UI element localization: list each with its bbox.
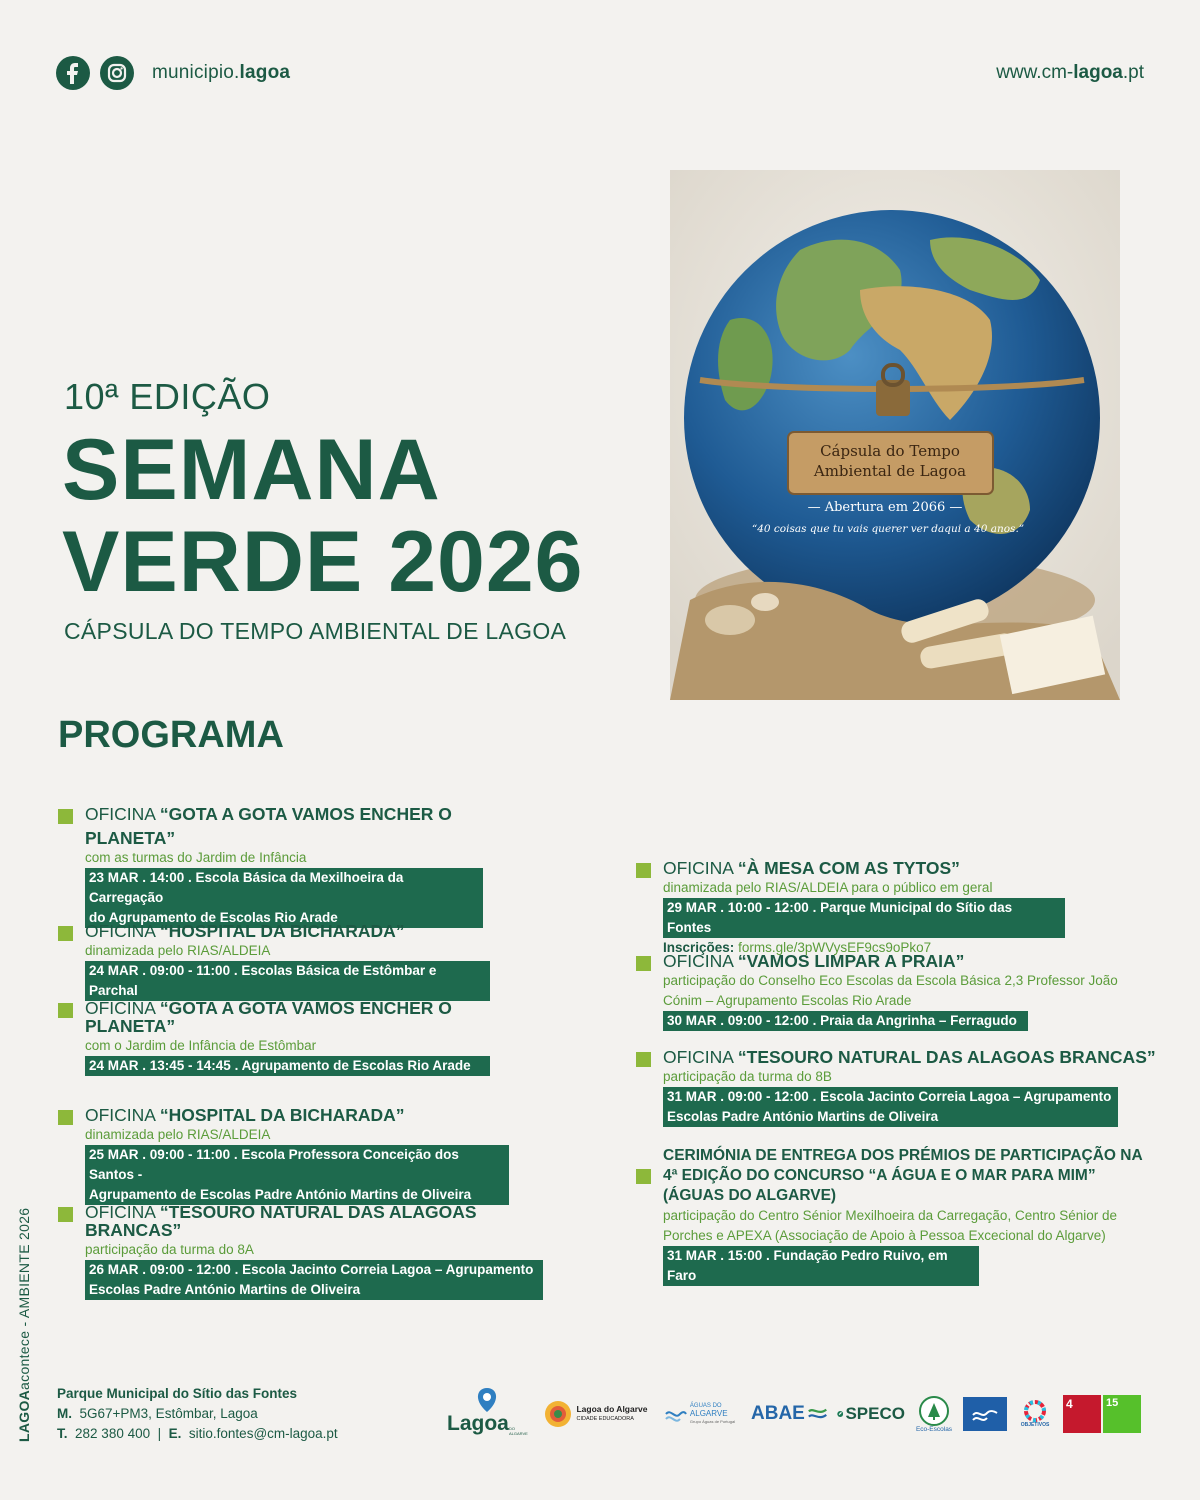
facebook-icon[interactable]	[56, 56, 90, 90]
social-handle[interactable]: municipio.lagoa	[152, 62, 291, 83]
event-title: OFICINA “À MESA COM AS TYTOS”	[663, 858, 960, 878]
event-title: BRANCAS”	[85, 1220, 182, 1240]
event-item	[58, 998, 490, 1076]
page-title	[62, 424, 584, 608]
event-title: (ÁGUAS DO ALGARVE)	[663, 1187, 837, 1204]
event-item	[636, 1047, 1156, 1127]
bullet-square-icon	[58, 926, 73, 941]
event-title: OFICINA “GOTA A GOTA VAMOS ENCHER O	[85, 804, 452, 824]
venue-phone-email: T. 282 380 400 | E. sitio.fontes@cm-lagoa.pt	[57, 1426, 338, 1441]
event-description: participação da turma do 8A	[85, 1242, 254, 1257]
event-title: OFICINA “VAMOS LIMPAR A PRAIA”	[663, 951, 965, 971]
bullet-square-icon	[636, 956, 651, 971]
event-item	[58, 1105, 509, 1205]
event-description: Porches e APEXA (Associação de Apoio à Pessoa Excecional do Algarve)	[663, 1228, 1106, 1243]
event-date-block	[85, 868, 483, 928]
event-description: com as turmas do Jardim de Infância	[85, 850, 307, 865]
blue-flag-logo	[963, 1397, 1007, 1431]
event-description: participação do Conselho Eco Escolas da Escola Básica 2,3 Professor João	[663, 973, 1118, 988]
edition-label: 10ª EDIÇÃO	[64, 376, 271, 417]
image-sign-line1: Cápsula do Tempo	[820, 442, 960, 460]
bullet-square-icon	[58, 1110, 73, 1125]
image-opening: — Abertura em 2066 —	[807, 500, 963, 515]
event-date: 24 MAR . 13:45 - 14:45 . Agrupamento de Escolas Rio Arade	[85, 1056, 490, 1076]
cidade-educadora-logo: Lagoa do Algarve CIDADE EDUCADORA	[543, 1396, 649, 1432]
event-title: CERIMÓNIA DE ENTREGA DOS PRÉMIOS DE PARTICIPAÇÃO NA	[663, 1147, 1143, 1164]
vertical-brand-label: LAGOAacontece - AMBIENTE 2026	[16, 1207, 32, 1442]
event-description: dinamizada pelo RIAS/ALDEIA	[85, 943, 271, 958]
event-description: participação do Centro Sénior Mexilhoeira da Carregação, Centro Sénior de	[663, 1208, 1118, 1223]
registration-line: Inscrições: forms.gle/3pWVysEF9cs9oPko7	[663, 940, 932, 955]
image-quote: “40 coisas que tu vais querer ver daqui a 40 anos.”	[751, 523, 1025, 535]
event-title: OFICINA “HOSPITAL DA BICHARADA”	[85, 921, 405, 941]
email-link[interactable]: sitio.fontes@cm-lagoa.pt	[188, 1426, 338, 1441]
registration-link[interactable]: forms.gle/3pWVysEF9cs9oPko7	[738, 940, 932, 955]
event-title: OFICINA “GOTA A GOTA VAMOS ENCHER O	[85, 998, 452, 1018]
bullet-square-icon	[636, 863, 651, 878]
image-sign-line2: Ambiental de Lagoa	[813, 462, 967, 480]
page-subtitle: CÁPSULA DO TEMPO AMBIENTAL DE LAGOA	[64, 618, 567, 644]
instagram-icon[interactable]	[100, 56, 134, 90]
event-date: do Agrupamento de Escolas Rio Arade	[85, 908, 483, 928]
event-date-block	[85, 1260, 543, 1300]
bullet-square-icon	[636, 1052, 651, 1067]
event-item	[58, 921, 490, 1001]
bullet-square-icon	[636, 1169, 651, 1184]
event-item	[58, 804, 483, 928]
globe-capsule-image	[670, 170, 1120, 700]
event-date: 23 MAR . 14:00 . Escola Básica da Mexilhoeira da Carregação	[85, 868, 483, 908]
bullet-square-icon	[58, 1003, 73, 1018]
event-item	[636, 951, 1118, 1031]
sdg-wheel-logo: OBJETIVOS	[1017, 1396, 1053, 1432]
event-description: com o Jardim de Infância de Estômbar	[85, 1038, 317, 1053]
event-date-block	[85, 1145, 509, 1205]
sdg-goal-icons	[1063, 1395, 1141, 1433]
event-date: Agrupamento de Escolas Padre António Martins de Oliveira	[85, 1185, 509, 1205]
venue-map-code: M. 5G67+PM3, Estômbar, Lagoa	[57, 1406, 258, 1421]
event-date: 24 MAR . 09:00 - 11:00 . Escolas Básica de Estômbar e Parchal	[85, 961, 490, 1001]
title-line1: SEMANA	[62, 422, 441, 518]
venue-contact	[57, 1384, 338, 1444]
website-link[interactable]: www.cm-lagoa.pt	[996, 62, 1144, 83]
event-item	[58, 1202, 543, 1300]
event-item	[636, 858, 1065, 958]
program-heading: PROGRAMA	[58, 714, 284, 756]
lagoa-logo: Lagoa DO ALGARVE	[447, 1386, 533, 1442]
event-title: OFICINA “TESOURO NATURAL DAS ALAGOAS	[85, 1202, 477, 1222]
event-date: Escolas Padre António Martins de Oliveira	[663, 1107, 1118, 1127]
bullet-square-icon	[58, 1207, 73, 1222]
event-item	[636, 1146, 1143, 1286]
sdg4-icon: 4	[1063, 1395, 1101, 1433]
event-description: dinamizada pelo RIAS/ALDEIA	[85, 1127, 271, 1142]
sdg15-icon: 15	[1103, 1395, 1141, 1433]
event-title: 4ª EDIÇÃO DO CONCURSO “A ÁGUA E O MAR PARA MIM”	[663, 1167, 1096, 1184]
event-title: OFICINA “HOSPITAL DA BICHARADA”	[85, 1105, 405, 1125]
event-description: Cónim – Agrupamento Escolas Rio Arade	[663, 993, 912, 1008]
event-date: 31 MAR . 15:00 . Fundação Pedro Ruivo, em Faro	[663, 1246, 979, 1286]
eco-escolas-logo: Eco-Escolas	[915, 1392, 953, 1436]
bullet-square-icon	[58, 809, 73, 824]
event-description: dinamizada pelo RIAS/ALDEIA para o público em geral	[663, 880, 993, 895]
event-date-block	[663, 1087, 1156, 1127]
event-title: PLANETA”	[85, 1016, 176, 1036]
phone-link[interactable]: 282 380 400	[75, 1426, 151, 1441]
venue-name: Parque Municipal do Sítio das Fontes	[57, 1386, 298, 1401]
event-title: OFICINA “TESOURO NATURAL DAS ALAGOAS BRANCAS”	[663, 1047, 1156, 1067]
event-title: PLANETA”	[85, 828, 176, 848]
event-description: participação da turma do 8B	[663, 1069, 832, 1084]
abae-logo: ABAE	[751, 1396, 827, 1432]
speco-logo: SPECO	[837, 1396, 905, 1432]
aguas-do-algarve-logo: ÁGUAS DO ALGARVE Grupo Águas de Portugal	[659, 1396, 741, 1432]
event-date: 30 MAR . 09:00 - 12:00 . Praia da Angrinha – Ferragudo	[663, 1011, 1028, 1031]
event-date: 26 MAR . 09:00 - 12:00 . Escola Jacinto Correia Lagoa – Agrupamento	[85, 1260, 543, 1280]
social-links	[56, 56, 290, 90]
partner-logos	[447, 1386, 1141, 1442]
title-line2: VERDE 2026	[62, 514, 584, 610]
event-date: 29 MAR . 10:00 - 12:00 . Parque Municipal do Sítio das Fontes	[663, 898, 1065, 938]
event-date: Escolas Padre António Martins de Oliveira	[85, 1280, 543, 1300]
event-date: 25 MAR . 09:00 - 11:00 . Escola Professora Conceição dos Santos -	[85, 1145, 509, 1185]
event-date: 31 MAR . 09:00 - 12:00 . Escola Jacinto Correia Lagoa – Agrupamento	[663, 1087, 1118, 1107]
